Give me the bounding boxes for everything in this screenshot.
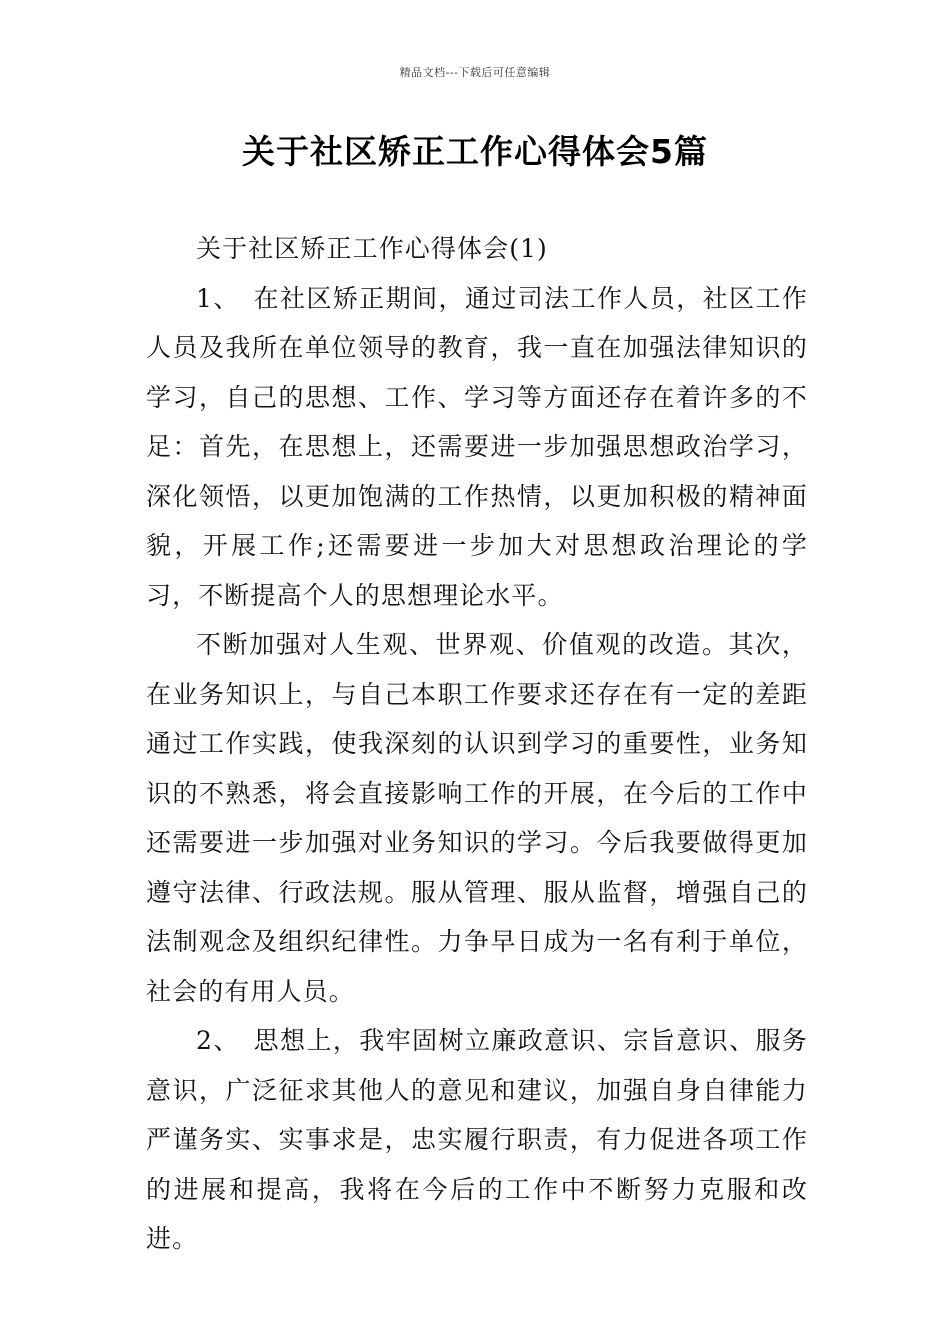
paragraph-1: 1、 在社区矫正期间，通过司法工作人员，社区工作人员及我所在单位领导的教育，我一直在加强法律知识的学习，自己的思想、工作、学习等方面还存在着许多的不足：首先，在思想上，还需要进一步加强思想政治学习，深化领悟，以更加饱满的工作热情，以更加积极的精神面貌，开展工作;还需要进一步加大对思想政治理论的学习，不断提高个人的思想理论水平。 bbox=[146, 283, 808, 610]
header-note: 精品文档---下载后可任意编辑 bbox=[399, 66, 551, 79]
section-subheading: 关于社区矫正工作心得体会(1) bbox=[196, 234, 548, 263]
document-body bbox=[146, 224, 808, 1264]
document-title: 关于社区矫正工作心得体会5篇 bbox=[242, 132, 708, 171]
paragraph-3: 2、 思想上，我牢固树立廉政意识、宗旨意识、服务意识，广泛征求其他人的意见和建议，加强自身自律能力严谨务实、实事求是，忠实履行职责，有力促进各项工作的进展和提高，我将在今后的工作中不断努力克服和改进。 bbox=[146, 1026, 808, 1253]
paragraph-2: 不断加强对人生观、世界观、价值观的改造。其次，在业务知识上，与自己本职工作要求还存在有一定的差距通过工作实践，使我深刻的认识到学习的重要性，业务知识的不熟悉，将会直接影响工作的开展，在今后的工作中还需要进一步加强对业务知识的学习。今后我要做得更加遵守法律、行政法规。服从管理、服从监督，增强自己的法制观念及组织纪律性。力争早日成为一名有利于单位，社会的有用人员。 bbox=[146, 630, 808, 1006]
